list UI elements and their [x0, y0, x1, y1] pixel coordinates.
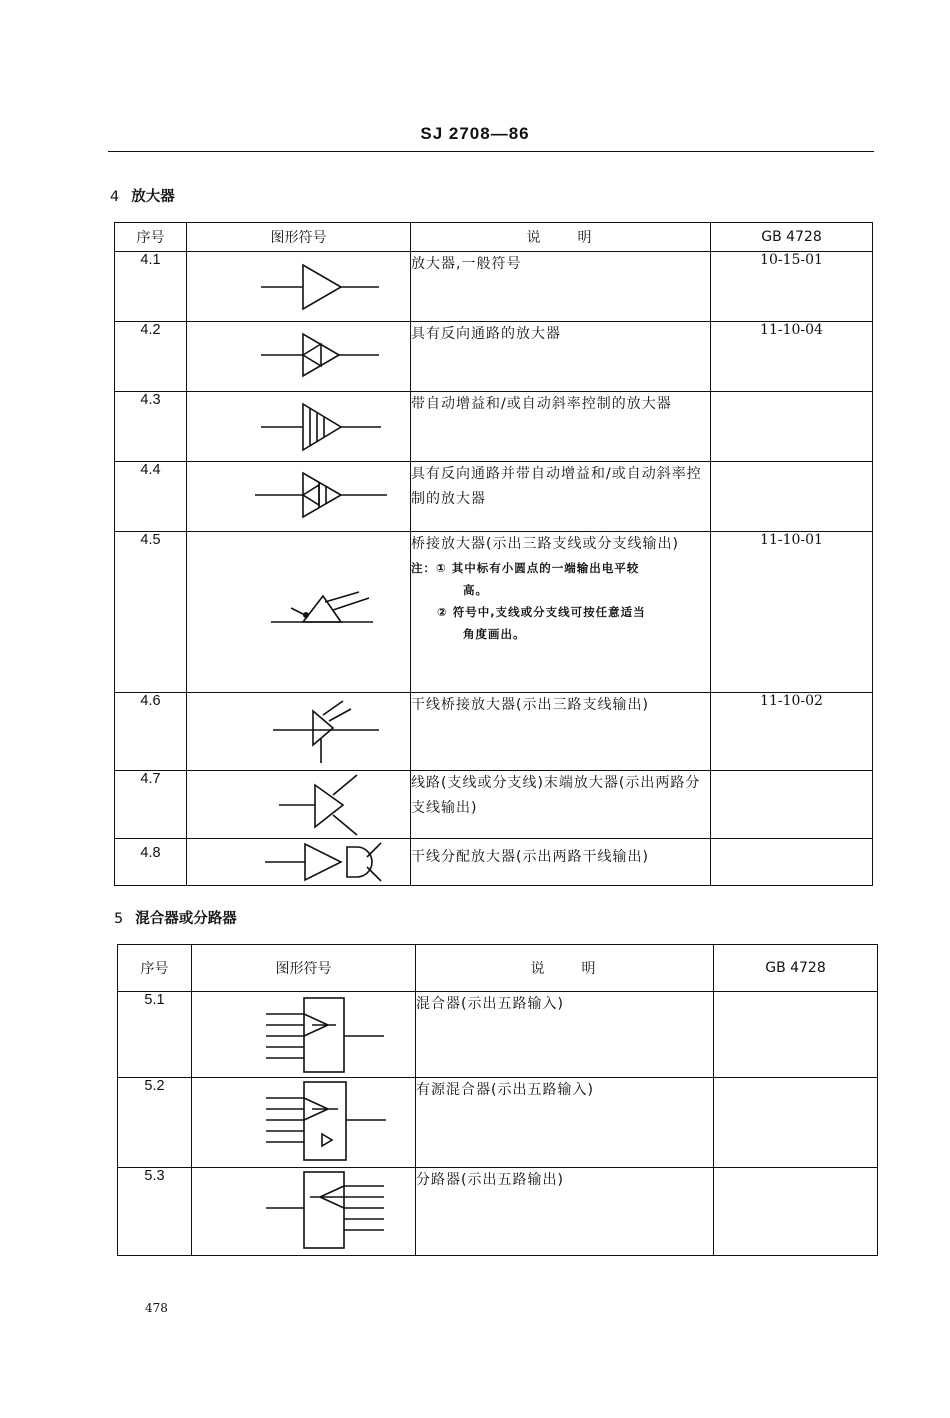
- row-symbol-cell: [187, 532, 411, 693]
- row-symbol-cell: [187, 392, 411, 462]
- table-row: [115, 532, 873, 693]
- column-header-symbol: 图形符号: [187, 223, 411, 252]
- row-seq: 4.1: [115, 252, 187, 322]
- row-description: 混合器(示出五路输入): [416, 992, 714, 1078]
- table-row: [115, 693, 873, 771]
- row-gb-reference: 11-10-04: [711, 322, 873, 392]
- row-gb-reference: [711, 392, 873, 462]
- column-header-gb: GB 4728: [711, 223, 873, 252]
- column-header-description: [416, 945, 714, 992]
- row-seq: 4.7: [115, 771, 187, 839]
- row-description: 带自动增益和/或自动斜率控制的放大器: [411, 392, 711, 462]
- section-number: 5: [114, 911, 124, 927]
- column-header-description-text: 说 明: [530, 961, 599, 977]
- row-gb-reference: [711, 462, 873, 532]
- section-heading: 混合器或分路器: [135, 911, 237, 927]
- column-header-seq: 序号: [118, 945, 192, 992]
- trunk-distribution-amplifier-icon: [209, 839, 389, 885]
- row-gb-reference: [714, 1168, 878, 1256]
- row-gb-reference: [714, 1078, 878, 1168]
- mixer-splitter-table: [117, 944, 878, 1256]
- row-symbol-cell: [187, 252, 411, 322]
- row-description: 分路器(示出五路输出): [416, 1168, 714, 1256]
- trunk-bridge-amplifier-icon: [209, 693, 389, 767]
- table-header-row: [115, 223, 873, 252]
- row-symbol-cell: [187, 839, 411, 886]
- amplifier-reverse-agc-icon: [209, 462, 389, 528]
- note-line: ② 符号中,支线或分支线可按任意适当: [437, 605, 646, 619]
- row-seq: 5.2: [118, 1078, 192, 1168]
- table-row: [118, 992, 878, 1078]
- column-header-symbol: 图形符号: [192, 945, 416, 992]
- row-symbol-cell: [192, 1078, 416, 1168]
- row-description: 干线分配放大器(示出两路干线输出): [411, 839, 711, 886]
- row-symbol-cell: [187, 462, 411, 532]
- table-row: [115, 839, 873, 886]
- section-4-title: [110, 185, 175, 206]
- row-description: 干线桥接放大器(示出三路支线输出): [411, 693, 711, 771]
- note-line: 角度画出。: [463, 627, 526, 641]
- row-symbol-cell: [187, 322, 411, 392]
- row-gb-reference: [714, 992, 878, 1078]
- table-row: [115, 392, 873, 462]
- table-row: [115, 322, 873, 392]
- column-header-description-text: 说 明: [526, 230, 595, 246]
- column-header-seq: 序号: [115, 223, 187, 252]
- section-heading: 放大器: [131, 189, 175, 205]
- page-header: SJ 2708—86: [420, 124, 530, 143]
- row-description: 具有反向通路并带自动增益和/或自动斜率控制的放大器: [411, 462, 711, 532]
- row-seq: 4.2: [115, 322, 187, 392]
- line-end-amplifier-icon: [209, 771, 389, 837]
- row-seq: 5.3: [118, 1168, 192, 1256]
- table-row: [118, 1078, 878, 1168]
- row-symbol-cell: [192, 992, 416, 1078]
- table-row: [118, 1168, 878, 1256]
- row-description: 桥接放大器(示出三路支线或分支线输出): [411, 536, 679, 552]
- section-number: 4: [110, 189, 120, 205]
- row-description: 具有反向通路的放大器: [411, 322, 711, 392]
- row-seq: 5.1: [118, 992, 192, 1078]
- table-header-row: [118, 945, 878, 992]
- row-seq: 4.6: [115, 693, 187, 771]
- amplifier-agc-icon: [209, 392, 389, 458]
- section-5-title: [114, 907, 237, 928]
- row-description: 线路(支线或分支线)末端放大器(示出两路分支线输出): [411, 771, 711, 839]
- header-rule: [108, 151, 874, 152]
- note-line: 注：① 其中标有小圆点的一端输出电平较: [411, 561, 640, 575]
- row-seq: 4.3: [115, 392, 187, 462]
- row-gb-reference: 11-10-02: [711, 693, 873, 771]
- column-header-description: [411, 223, 711, 252]
- page-number: 478: [145, 1301, 168, 1315]
- row-description: 有源混合器(示出五路输入): [416, 1078, 714, 1168]
- amplifier-general-icon: [209, 252, 389, 318]
- row-symbol-cell: [187, 693, 411, 771]
- row-seq: 4.4: [115, 462, 187, 532]
- row-gb-reference: 11-10-01: [711, 532, 873, 693]
- table-row: [115, 771, 873, 839]
- amplifier-reverse-path-icon: [209, 322, 389, 388]
- row-description: 放大器,一般符号: [411, 252, 711, 322]
- row-symbol-cell: [187, 771, 411, 839]
- row-symbol-cell: [192, 1168, 416, 1256]
- row-gb-reference: [711, 771, 873, 839]
- column-header-gb: GB 4728: [714, 945, 878, 992]
- amplifier-table: [114, 222, 873, 886]
- bridge-amplifier-icon: [209, 582, 389, 642]
- table-row: [115, 462, 873, 532]
- row-description-cell: [411, 532, 711, 693]
- table-row: [115, 252, 873, 322]
- mixer-icon: [214, 992, 394, 1076]
- row-seq: 4.8: [115, 839, 187, 886]
- note-line: 高。: [463, 583, 488, 597]
- splitter-icon: [214, 1168, 394, 1252]
- row-gb-reference: [711, 839, 873, 886]
- row-gb-reference: 10-15-01: [711, 252, 873, 322]
- row-seq: 4.5: [115, 532, 187, 693]
- active-mixer-icon: [214, 1078, 394, 1164]
